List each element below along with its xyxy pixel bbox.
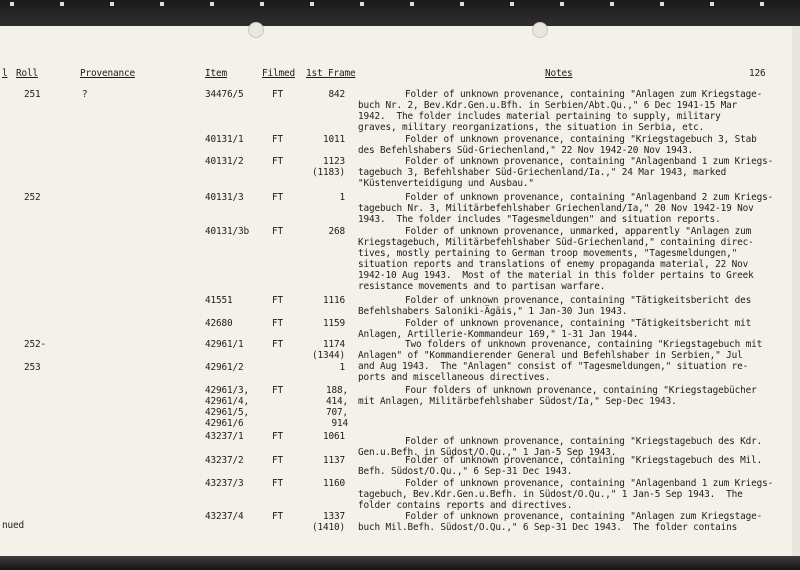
item-number: 42961/5, (205, 407, 249, 418)
frame-number: 1160 (323, 478, 345, 489)
page-edge (792, 26, 800, 556)
film-top-border (0, 0, 800, 26)
frame-number: 914 (331, 418, 348, 429)
frame-number: 1 (339, 192, 345, 203)
frame-number: 842 (328, 89, 345, 100)
filmed-code: FT (272, 431, 283, 442)
item-number: 42961/1 (205, 339, 244, 350)
frame-number: 1 (339, 362, 345, 373)
roll-number: 252 (24, 192, 41, 203)
note-line: Anlagen" of "Kommandierender General und Befehlshaber in Serbien," Jul (358, 350, 743, 361)
item-number: 40131/2 (205, 156, 244, 167)
note-line: Folder of unknown provenance, containing "Anlagenband 2 zum Kriegs- (405, 192, 774, 203)
frame-number: 188, (326, 385, 348, 396)
note-line: Folder of unknown provenance, containing "Kriegstagebuch 3, Stab (405, 134, 757, 145)
item-number: 43237/2 (205, 455, 244, 466)
frame-number: 707, (326, 407, 348, 418)
item-number: 40131/3 (205, 192, 244, 203)
col-header-first-frame: 1st Frame (306, 68, 356, 79)
frame-number: 1174 (323, 339, 345, 350)
col-header-provenance: Provenance (80, 68, 135, 79)
film-bottom-border (0, 556, 800, 570)
note-line: folder contains reports and directives. (358, 500, 573, 511)
item-number: 40131/3b (205, 226, 249, 237)
note-line: Folder of unknown provenance, containing "Anlagen zum Kriegstage- (405, 511, 763, 522)
col-header-item: Item (205, 68, 227, 79)
note-line: Befehlshabers Saloniki-Ägäis," 1 Jan-30 Jun 1943. (358, 306, 628, 317)
note-line: Folder of unknown provenance, containing "Anlagenband 1 zum Kriegs- (405, 478, 774, 489)
note-line: Folder of unknown provenance, containing "Anlagen zum Kriegstage- (405, 89, 763, 100)
frame-number: 1061 (323, 431, 345, 442)
note-line: buch Mil.Befh. Südost/O.Qu.," 6 Sep-31 Dec 1943. The folder contains (358, 522, 738, 533)
note-line: tagebuch 3, Befehlshaber Süd-Griechenland/Ia.," 24 Mar 1943, marked (358, 167, 727, 178)
filmed-code: FT (272, 339, 283, 350)
filmed-code: FT (272, 89, 283, 100)
note-line: tagebuch, Bev.Kdr.Gen.u.Befh. in Südost/O.Qu.," 1 Jan-5 Sep 1943. The (358, 489, 743, 500)
note-line: Folder of unknown provenance, containing "Tätigkeitsbericht des (405, 295, 752, 306)
item-number: 42961/3, (205, 385, 249, 396)
note-line: 1943. The folder includes "Tagesmeldungen" and situation reports. (358, 214, 721, 225)
col-header-roll: Roll (16, 68, 38, 79)
note-line: Folder of unknown provenance, containing "Kriegstagebuch des Mil. (405, 455, 763, 466)
col-header-filmed: Filmed (262, 68, 295, 79)
item-number: 42961/2 (205, 362, 244, 373)
filmed-code: FT (272, 385, 283, 396)
col-header-notes: Notes (545, 68, 573, 79)
note-line: tives, mostly pertaining to German troop movements, "Tagesmeldungen," (358, 248, 738, 259)
item-number: 43237/1 (205, 431, 244, 442)
item-number: 43237/4 (205, 511, 244, 522)
note-line: Folder of unknown provenance, containing "Tätigkeitsbericht mit (405, 318, 752, 329)
note-line: 1942. The folder includes material pertaining to supply, military (358, 111, 721, 122)
item-number: 34476/5 (205, 89, 244, 100)
note-line: and Aug 1943. The "Anlagen" consist of "Tagesmeldungen," situation re- (358, 361, 749, 372)
note-line: Four folders of unknown provenance, containing "Kriegstagebücher (405, 385, 757, 396)
note-line: graves, military reorganizations, the situation in Serbia, etc. (358, 122, 705, 133)
frame-number: 414, (326, 396, 348, 407)
note-line: Folder of unknown provenance, containing "Kriegstagebuch des Kdr. (405, 436, 763, 447)
note-line: Two folders of unknown provenance, containing "Kriegstagebuch mit (405, 339, 763, 350)
filmed-code: FT (272, 318, 283, 329)
note-line: resistance movements and to partisan warfare. (358, 281, 606, 292)
roll-number: 253 (24, 362, 41, 373)
note-line: Befh. Südost/O.Qu.," 6 Sep-31 Dec 1943. (358, 466, 573, 477)
continued-label: nued (2, 520, 24, 531)
item-number: 42961/4, (205, 396, 249, 407)
note-line: des Befehlshabers Süd-Griechenland," 22 Nov 1942-20 Nov 1943. (358, 145, 694, 156)
col-header-index: l (2, 68, 8, 79)
filmed-code: FT (272, 192, 283, 203)
note-line: Gen.u.Befh. in Südost/O.Qu.," 1 Jan-5 Sep 1943. (358, 447, 617, 458)
note-line: "Küstenverteidigung und Ausbau." (358, 178, 534, 189)
frame-number: 1116 (323, 295, 345, 306)
filmed-code: FT (272, 156, 283, 167)
filmed-code: FT (272, 511, 283, 522)
note-line: tagebuch Nr. 3, Militärbefehlshaber Griechenland/Ia," 20 Nov 1942-19 Nov (358, 203, 754, 214)
frame-number: 1159 (323, 318, 345, 329)
item-number: 42680 (205, 318, 233, 329)
punch-hole (532, 22, 548, 38)
provenance-mark: ? (82, 89, 88, 100)
roll-number: 251 (24, 89, 41, 100)
filmed-code: FT (272, 295, 283, 306)
item-number: 41551 (205, 295, 233, 306)
item-number: 42961/6 (205, 418, 244, 429)
frame-number: 1337 (323, 511, 345, 522)
frame-number-secondary: (1410) (312, 522, 345, 533)
filmed-code: FT (272, 226, 283, 237)
note-line: situation reports and translations of enemy propaganda material, 22 Nov (358, 259, 749, 270)
note-line: Folder of unknown provenance, unmarked, apparently "Anlagen zum (405, 226, 752, 237)
frame-number: 1123 (323, 156, 345, 167)
page-number: 126 (749, 68, 766, 79)
frame-number-secondary: (1183) (312, 167, 345, 178)
frame-number: 1011 (323, 134, 345, 145)
filmed-code: FT (272, 478, 283, 489)
note-line: mit Anlagen, Militärbefehlshaber Südost/Ia," Sep-Dec 1943. (358, 396, 677, 407)
note-line: Folder of unknown provenance, containing "Anlagenband 1 zum Kriegs- (405, 156, 774, 167)
frame-number: 268 (328, 226, 345, 237)
note-line: buch Nr. 2, Bev.Kdr.Gen.u.Bfh. in Serbien/Abt.Qu.," 6 Dec 1941-15 Mar (358, 100, 738, 111)
note-line: Kriegstagebuch, Militärbefehlshaber Süd-Griechenland," containing direc- (358, 237, 754, 248)
filmed-code: FT (272, 455, 283, 466)
item-number: 40131/1 (205, 134, 244, 145)
note-line: ports and miscellaneous directives. (358, 372, 551, 383)
note-line: 1942-10 Aug 1943. Most of the material in this folder pertains to Greek (358, 270, 754, 281)
roll-number: 252- (24, 339, 46, 350)
filmed-code: FT (272, 134, 283, 145)
item-number: 43237/3 (205, 478, 244, 489)
punch-hole (248, 22, 264, 38)
frame-number: 1137 (323, 455, 345, 466)
note-line: Anlagen, Artillerie-Kommandeur 169," 1-31 Jan 1944. (358, 329, 639, 340)
frame-number-secondary: (1344) (312, 350, 345, 361)
